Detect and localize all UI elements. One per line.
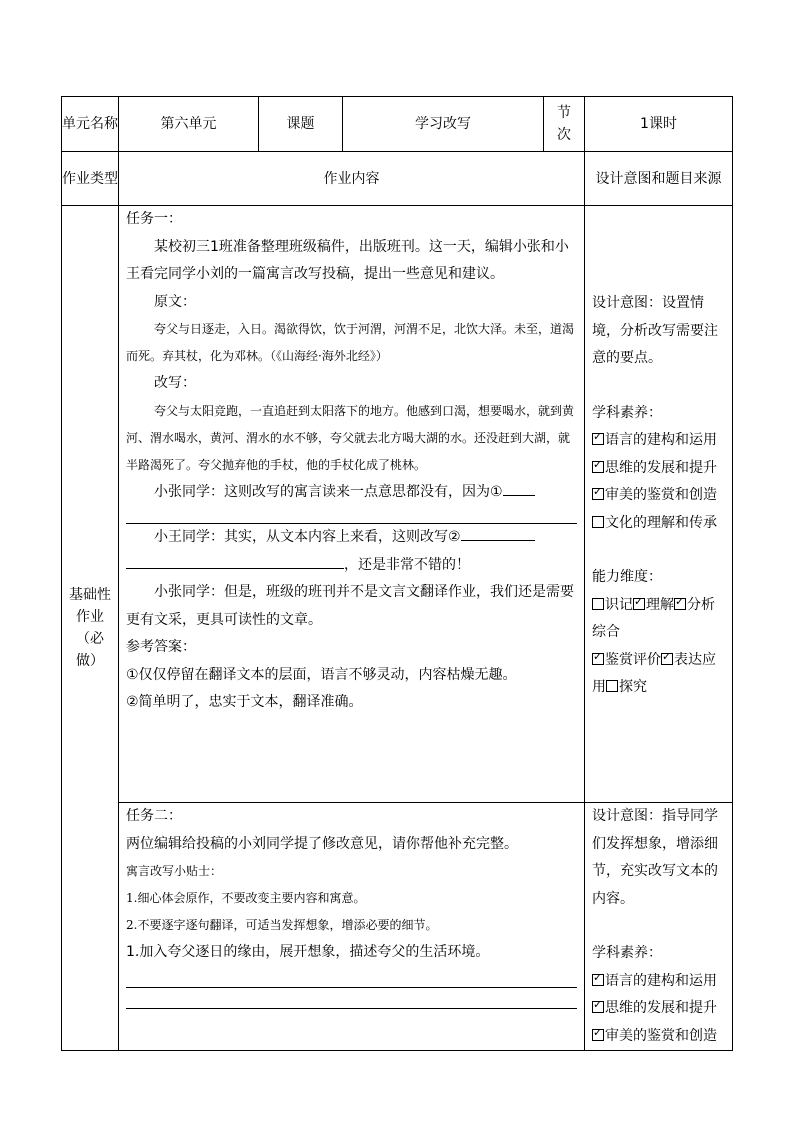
literacy-item: ✓语言的建构和运用 — [592, 968, 725, 996]
literacy-item: 文化的理解和传承 — [592, 510, 725, 538]
task1-title: 任务一： — [126, 211, 182, 227]
literacy-item: ✓审美的鉴赏和创造 — [592, 1023, 725, 1051]
ability-line-1: 识记✓ 理解✓ 分析综合 — [592, 592, 725, 647]
topic-label: 课题 — [259, 97, 343, 152]
wang-comment-1 — [126, 524, 577, 552]
design-cell-1 — [585, 206, 733, 803]
checkbox-checked-icon — [674, 598, 686, 610]
zhang-comment-1-text: 小张同学：这则改写的寓言读来一点意思都没有，因为① — [154, 483, 503, 500]
task2-content — [119, 803, 585, 1051]
checkbox-empty-icon — [592, 516, 604, 528]
wang-comment-1-end-text: ，还是非常不错的！ — [344, 556, 470, 573]
checkbox-checked-icon — [592, 488, 604, 500]
checkbox-checked-icon — [592, 1029, 604, 1041]
type-label: 作业类型 — [62, 152, 119, 206]
header-row — [62, 97, 733, 152]
answer-blank-2-line[interactable] — [126, 552, 344, 569]
unit-name-label: 单元名称 — [62, 97, 119, 152]
answer-blank-2[interactable] — [461, 524, 535, 541]
zhang-comment-2: 小张同学：但是，班级的班刊并不是文言文翻译作业，我们还是需要更有文采，更具可读性的文章。 — [126, 584, 574, 628]
task2-row — [62, 803, 733, 1051]
design2-intent: 设计意图：指导同学们发挥想象，增添细节，充实改写文本的内容。 — [592, 808, 718, 907]
type-value: 基础性作业（必做） — [62, 206, 119, 1051]
task1-row — [62, 206, 733, 803]
answer-label: 参考答案： — [126, 639, 196, 655]
literacy-item: ✓思维的发展和提升 — [592, 995, 725, 1023]
design-label: 设计意图和题目来源 — [585, 152, 733, 206]
task2-intro: 两位编辑给投稿的小刘同学提了修改意见，请你帮他补充完整。 — [126, 835, 518, 852]
checkbox-checked-icon — [592, 1001, 604, 1013]
answer-blank-1-line[interactable] — [126, 506, 577, 524]
literacy-item: ✓思维的发展和提升 — [592, 455, 725, 483]
design1-literacy-label: 学科素养： — [592, 404, 662, 421]
period-label: 节次 — [544, 97, 585, 152]
tip-2: 2.不要逐字逐句翻译，可适当发挥想象，增添必要的细节。 — [126, 918, 438, 932]
design1-intent: 设计意图：设置情境，分析改写需要注意的要点。 — [592, 295, 718, 366]
task1-intro: 某校初三1班准备整理班级稿件，出版班刊。这一天，编辑小张和小王看完同学小刘的一篇寓言改写投稿，提出一些意见和建议。 — [126, 238, 569, 282]
checkbox-checked-icon — [592, 433, 604, 445]
checkbox-checked-icon — [592, 974, 604, 986]
unit-name-value: 第六单元 — [119, 97, 259, 152]
answer-1: ①仅仅停留在翻译文本的层面，语言不够灵动，内容枯燥无趣。 — [126, 666, 517, 683]
checkbox-checked-icon — [592, 461, 604, 473]
ability-label: 能力维度： — [592, 569, 662, 585]
original-label: 原文： — [154, 293, 196, 310]
design-cell-2 — [585, 803, 733, 1051]
answer-line[interactable] — [126, 988, 577, 1009]
ability-line-2: ✓鉴赏评价✓ 表达应用 探究 — [592, 647, 725, 702]
literacy-item: ✓审美的鉴赏和创造 — [592, 482, 725, 510]
period-value: 1课时 — [585, 97, 733, 152]
wang-comment-1-end — [126, 552, 577, 580]
tips-title: 寓言改写小贴士： — [126, 864, 223, 878]
literacy-item: ✓语言的建构和运用 — [592, 427, 725, 455]
checkbox-empty-icon — [592, 598, 604, 610]
task2-question-1: 1.加入夸父逐日的缘由，展开想象，描述夸父的生活环境。 — [126, 944, 490, 960]
original-text: 夸父与日逐走，入日。渴欲得饮，饮于河渭，河渭不足，北饮大泽。未至，道渴而死。弃其杖，化为邓林。（《山海经·海外北经》） — [126, 322, 575, 363]
answer-blank-1[interactable] — [503, 479, 535, 496]
checkbox-checked-icon — [661, 653, 673, 665]
zhang-comment-1 — [126, 479, 577, 507]
answer-2: ②简单明了，忠实于文本，翻译准确。 — [126, 694, 363, 710]
task1-content — [119, 206, 585, 803]
topic-value: 学习改写 — [343, 97, 544, 152]
task2-title: 任务二： — [126, 808, 182, 824]
rewrite-text: 夸父与太阳竞跑，一直追赶到太阳落下的地方。他感到口渴，想要喝水，就到黄河、渭水喝水，黄河、渭水的水不够，夸父就去北方喝大湖的水。还没赶到大湖，就半路渴死了。夸父抛弃他的手杖，他的手杖化成了桃林。 — [126, 403, 575, 472]
tip-1: 1.细心体会原作，不要改变主要内容和寓意。 — [126, 891, 366, 905]
rewrite-label: 改写： — [154, 375, 196, 391]
homework-table — [61, 96, 733, 1051]
wang-comment-1-text: 小王同学：其实，从文本内容上来看，这则改写② — [154, 529, 461, 545]
content-label: 作业内容 — [119, 152, 585, 206]
checkbox-empty-icon — [606, 680, 618, 692]
checkbox-checked-icon — [592, 653, 604, 665]
answer-line[interactable] — [126, 967, 577, 988]
checkbox-checked-icon — [633, 598, 645, 610]
design2-literacy-label: 学科素养： — [592, 945, 662, 961]
subheader-row — [62, 152, 733, 206]
